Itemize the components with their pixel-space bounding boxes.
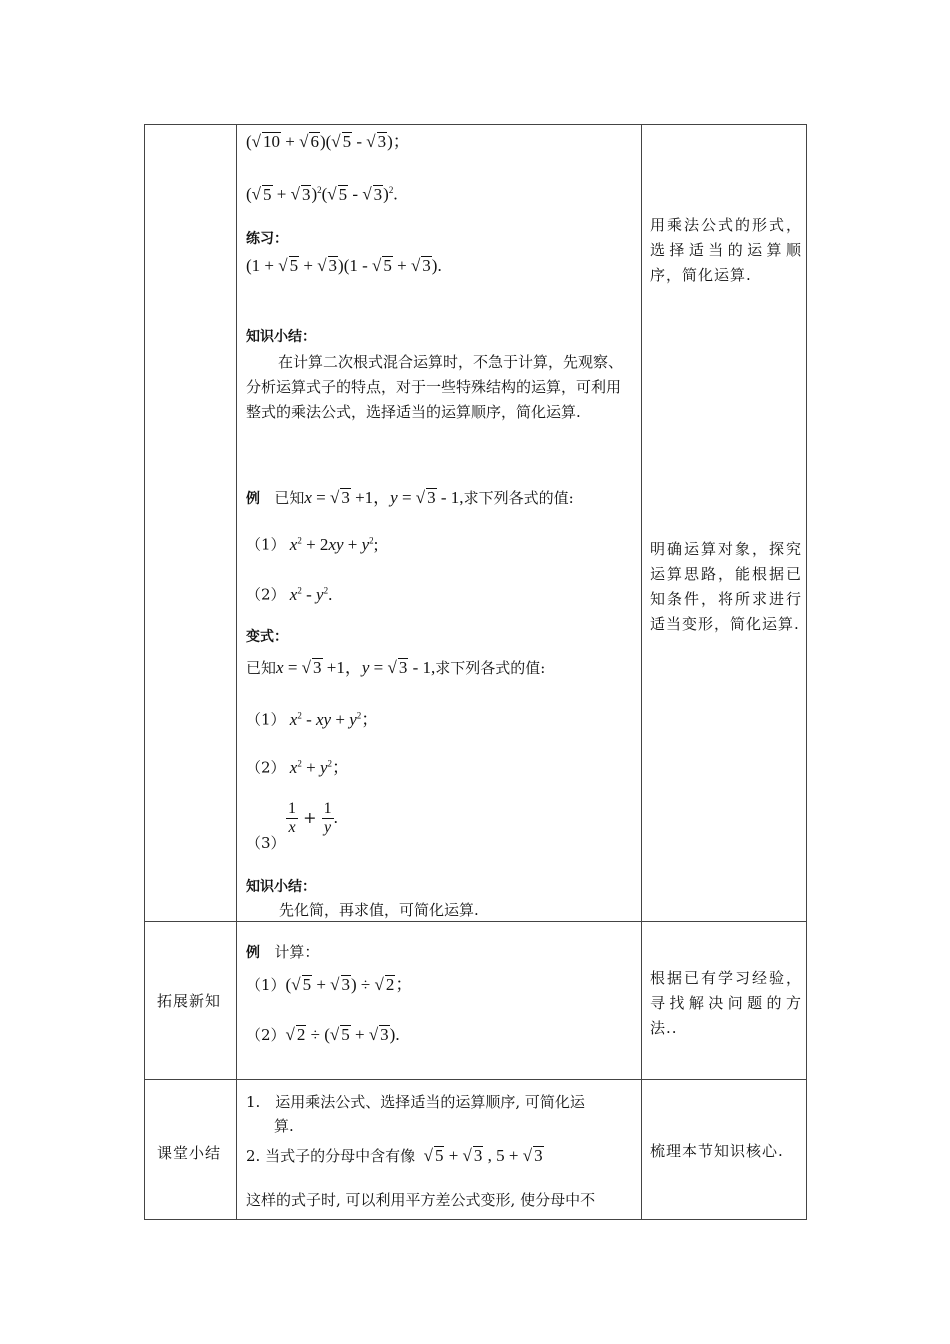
practice-expr: (1 + √ 5 + √ 3)(1 - √ 5 + √ 3). bbox=[246, 256, 442, 275]
practice-title: 练习： bbox=[246, 231, 288, 247]
example-line: 例 已知x = √ 3 +1，y = √ 3 - 1,求下列各式的值: bbox=[246, 488, 574, 507]
note-1: 用乘法公式的形式，选择适当的运算顺序，简化运算. bbox=[650, 216, 802, 284]
example-item-2: （2） $x^2 - y^2$. bbox=[246, 584, 333, 604]
column-divider-2 bbox=[641, 124, 642, 1220]
row3-item-3: 这样的式子时, 可以利用平方差公式变形, 使分母中不 bbox=[246, 1191, 596, 1209]
variant-item-2: （2） $x^2 + y^2$； bbox=[246, 757, 349, 777]
variant-item-3-expr: $\frac{1}{x}$ + $\frac{1}{y}$ . bbox=[288, 800, 338, 836]
summary2-title: 知识小结： bbox=[246, 879, 316, 895]
variant-item-1-no: （1） bbox=[246, 710, 286, 729]
variant-tail: 求下列各式的值: bbox=[435, 659, 546, 677]
row-divider-2 bbox=[144, 1079, 807, 1080]
summary-text: 在计算二次根式混合运算时，不急于计算，先观察、分析运算式子的特点，对于一些特殊结构的运算，可利用整式的乘法公式，选择适当的运算顺序，简化运算. bbox=[246, 353, 624, 421]
variant-item-2-no: （2） bbox=[246, 758, 286, 777]
row2-example bbox=[246, 942, 319, 963]
note-2: 明确运算对象，探究运算思路，能根据已知条件，将所求进行适当变形，简化运算. bbox=[650, 540, 802, 633]
column-divider-1 bbox=[236, 124, 237, 1220]
note-4: 梳理本节知识核心. bbox=[650, 1142, 784, 1160]
variant-item-3-no: （3） bbox=[246, 834, 286, 852]
example-item-2-no: （2） bbox=[246, 585, 286, 604]
example-label: 例 bbox=[246, 491, 260, 507]
row2-item-2-no: （2） bbox=[246, 1026, 286, 1044]
example-item-1-no: （1） bbox=[246, 535, 286, 554]
note-3: 根据已有学习经验，寻找解决问题的方法.. bbox=[650, 969, 802, 1037]
row2-item-1: （1）(√ 5 + √ 3) ÷ √ 2； bbox=[246, 975, 413, 994]
row3-item-2: 2. 当式子的分母中含有像 √ 5 + √ 3 , 5 + √ 3 bbox=[246, 1146, 543, 1165]
variant-known: 已知 bbox=[246, 659, 277, 677]
row3-item-2-prefix: 2. 当式子的分母中含有像 bbox=[246, 1147, 416, 1165]
row3-item-1-line-2: 算. bbox=[274, 1117, 294, 1135]
row-label-summary: 课堂小结 bbox=[157, 1144, 222, 1162]
row2-item-2: （2）√ 2 ÷ (√ 5 + √ 3). bbox=[246, 1025, 400, 1044]
row2-example-text: 计算： bbox=[274, 943, 320, 961]
example-item-1: （1） $x^2 + 2xy + y^2$; bbox=[246, 534, 379, 554]
summary2-text: 先化简，再求值，可简化运算. bbox=[279, 901, 479, 919]
example-known: 已知 bbox=[274, 489, 305, 507]
expr-2: (√ 5 + √ 3)$^2$(√ 5 - √ 3)$^2$. bbox=[246, 184, 398, 204]
variant-title: 变式： bbox=[246, 629, 288, 645]
row-divider-1 bbox=[144, 921, 807, 922]
expr-1: (√ 10 + √ 6)(√ 5 - √ 3)； bbox=[246, 132, 410, 151]
example-tail: 求下列各式的值: bbox=[463, 489, 574, 507]
row2-item-1-no: （1） bbox=[246, 976, 286, 994]
row2-example-label: 例 bbox=[246, 945, 260, 961]
variant-line: 已知x = √ 3 +1，y = √ 3 - 1,求下列各式的值: bbox=[246, 658, 546, 677]
variant-item-1: （1） $x^2$ - xy + $y^2$； bbox=[246, 709, 379, 729]
row-label-extend: 拓展新知 bbox=[157, 992, 222, 1010]
row3-item-1-line-1: 1. 运用乘法公式、选择适当的运算顺序, 可简化运 bbox=[246, 1093, 585, 1111]
summary-title: 知识小结： bbox=[246, 329, 316, 345]
